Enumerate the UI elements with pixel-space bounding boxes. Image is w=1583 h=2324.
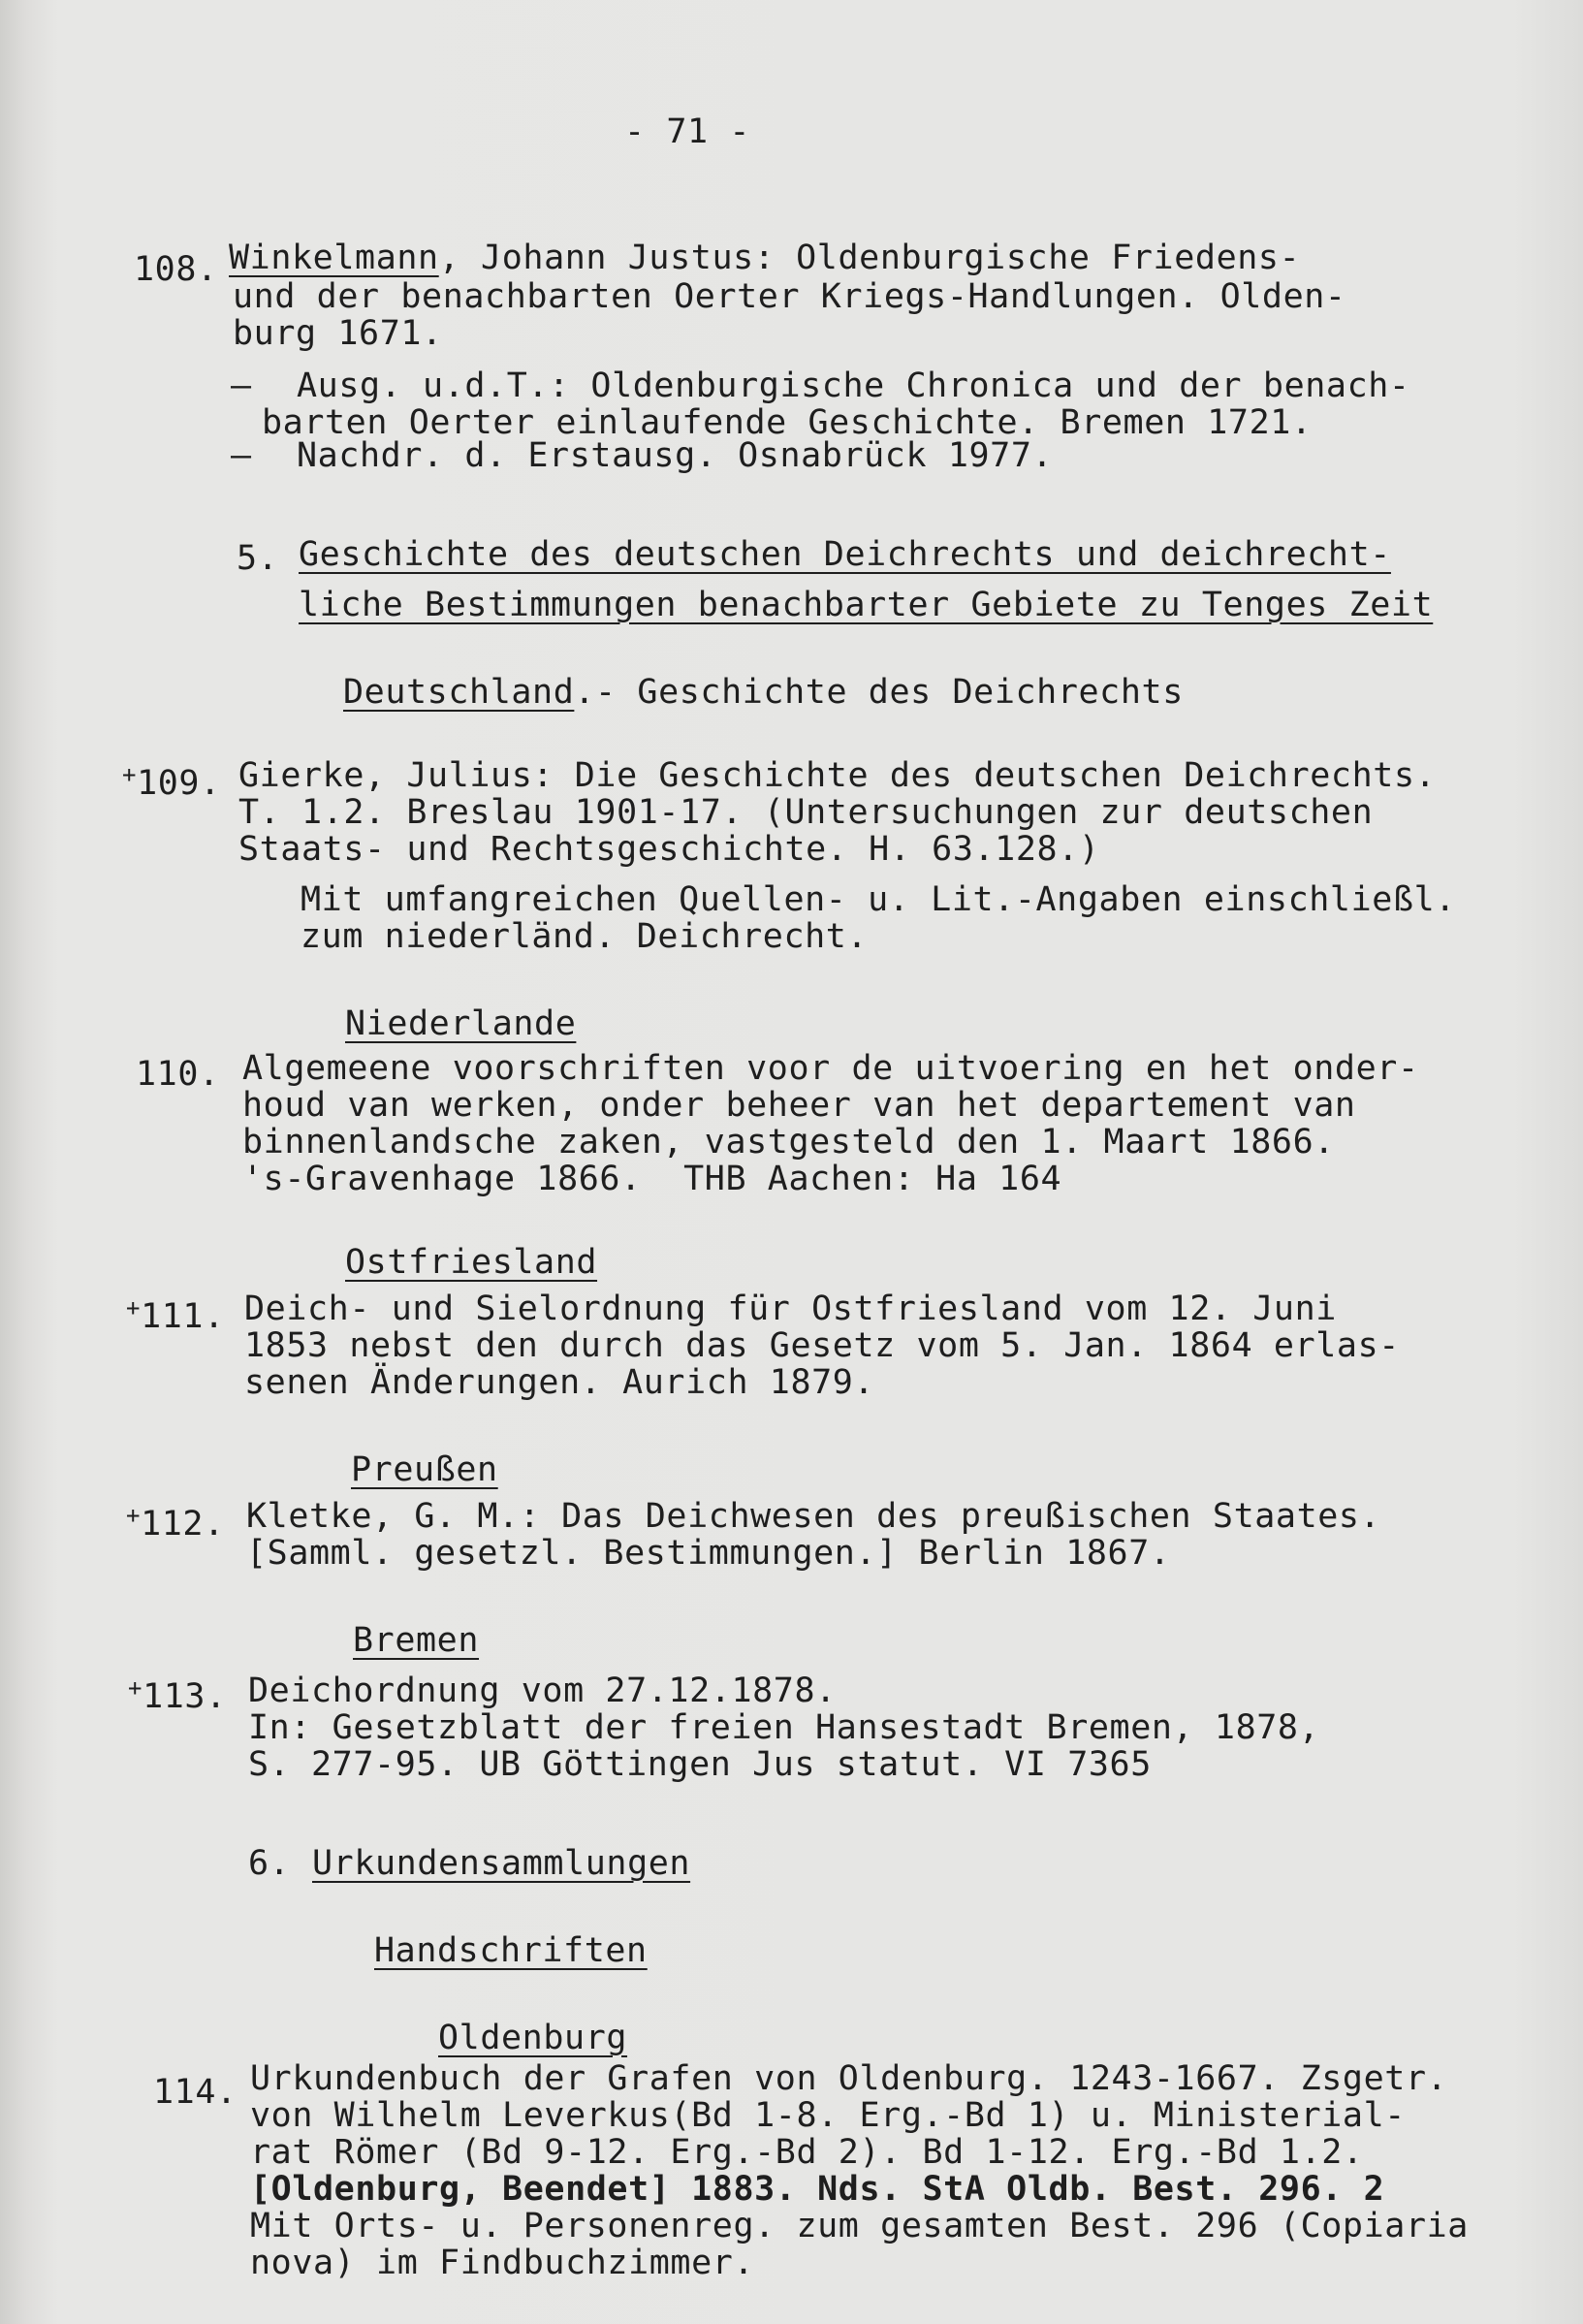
entry-114-line6: nova) im Findbuchzimmer. bbox=[250, 2244, 755, 2282]
entry-110-line4: 's-Gravenhage 1866. THB Aachen: Ha 164 bbox=[242, 1160, 1062, 1198]
entry-108-sub2: Nachdr. d. Erstausg. Osnabrück 1977. bbox=[297, 436, 1054, 475]
entry-114-line2: von Wilhelm Leverkus(Bd 1-8. Erg.-Bd 1) u. Ministerial- bbox=[250, 2096, 1406, 2135]
section-5-title-line2: liche Bestimmungen benachbarter Gebiete zu Tenges Zeit bbox=[299, 586, 1434, 624]
entry-109-line2: T. 1.2. Breslau 1901-17. (Untersuchungen zur deutschen bbox=[238, 793, 1374, 832]
section-6-number: 6. bbox=[248, 1844, 291, 1883]
entry-114-line4: [Oldenburg, Beendet] 1883. Nds. StA Oldb. Best. 296. 2 bbox=[250, 2170, 1385, 2209]
section-5-title-line1: Geschichte des deutschen Deichrechts und deichrecht- bbox=[299, 535, 1391, 574]
entry-109-line3: Staats- und Rechtsgeschichte. H. 63.128.) bbox=[238, 830, 1100, 869]
entry-112-num: 112. bbox=[141, 1505, 225, 1544]
entry-108-dash-1: — bbox=[231, 366, 252, 405]
entry-109-note-line1: Mit umfangreichen Quellen- u. Lit.-Angaben einschließl. bbox=[301, 880, 1456, 919]
entry-108-line1-rest: , Johann Justus: Oldenburgische Friedens- bbox=[438, 239, 1301, 277]
entry-113-number bbox=[128, 1674, 227, 1718]
entry-109-number bbox=[122, 761, 221, 805]
entry-108-number: 108. bbox=[134, 250, 218, 289]
ostfriesland-heading: Ostfriesland bbox=[345, 1243, 598, 1282]
entry-108-sub1-line2: barten Oerter einlaufende Geschichte. Bremen 1721. bbox=[262, 403, 1313, 442]
entry-113-line1: Deichordnung vom 27.12.1878. bbox=[248, 1671, 837, 1710]
entry-114-line5: Mit Orts- u. Personenreg. zum gesamten Best. 296 (Copiaria bbox=[250, 2207, 1469, 2245]
entry-109-plus: + bbox=[122, 761, 138, 788]
entry-111-num: 111. bbox=[141, 1297, 225, 1336]
entry-112-line1: Kletke, G. M.: Das Deichwesen des preußischen Staates. bbox=[246, 1497, 1381, 1536]
oldenburg-heading: Oldenburg bbox=[438, 2019, 628, 2057]
entry-110-number: 110. bbox=[136, 1055, 220, 1094]
entry-114-line1: Urkundenbuch der Grafen von Oldenburg. 1243-1667. Zsgetr. bbox=[250, 2059, 1448, 2098]
entry-108-author: Winkelmann bbox=[229, 239, 439, 277]
entry-108-line3: burg 1671. bbox=[233, 314, 443, 353]
entry-111-number bbox=[126, 1294, 225, 1338]
entry-114-number: 114. bbox=[153, 2073, 237, 2112]
entry-109-line1: Gierke, Julius: Die Geschichte des deutschen Deichrechts. bbox=[238, 756, 1437, 795]
deutschland-heading-line bbox=[343, 675, 1184, 711]
entry-111-line1: Deich- und Sielordnung für Ostfriesland vom 12. Juni bbox=[244, 1289, 1337, 1328]
entry-113-num: 113. bbox=[142, 1677, 227, 1716]
entry-111-plus: + bbox=[126, 1294, 142, 1321]
entry-110-line3: binnenlandsche zaken, vastgesteld den 1. Maart 1866. bbox=[242, 1123, 1335, 1162]
entry-112-line2: [Samml. gesetzl. Bestimmungen.] Berlin 1867. bbox=[246, 1534, 1171, 1573]
entry-108-line1 bbox=[229, 240, 1300, 276]
entry-108-dash-2: — bbox=[231, 436, 252, 475]
niederlande-heading: Niederlande bbox=[345, 1004, 577, 1043]
entry-108-line2: und der benachbarten Oerter Kriegs-Handlungen. Olden- bbox=[233, 277, 1346, 316]
entry-112-plus: + bbox=[126, 1502, 142, 1529]
section-6-title: Urkundensammlungen bbox=[312, 1844, 691, 1883]
entry-111-line2: 1853 nebst den durch das Gesetz vom 5. Jan. 1864 erlas- bbox=[244, 1326, 1400, 1365]
handschriften-heading: Handschriften bbox=[374, 1931, 648, 1970]
entry-110-line1: Algemeene voorschriften voor de uitvoering en het onder- bbox=[242, 1049, 1419, 1088]
deutschland-heading: Deutschland bbox=[343, 673, 575, 712]
entry-113-plus: + bbox=[128, 1674, 143, 1702]
entry-111-line3: senen Änderungen. Aurich 1879. bbox=[244, 1363, 875, 1402]
entry-113-line2: In: Gesetzblatt der freien Hansestadt Bremen, 1878, bbox=[248, 1708, 1320, 1747]
entry-110-line2: houd van werken, onder beheer van het departement van bbox=[242, 1086, 1356, 1125]
preussen-heading: Preußen bbox=[351, 1450, 498, 1489]
deutschland-heading-rest: .- Geschichte des Deichrechts bbox=[574, 673, 1184, 712]
section-5-number: 5. bbox=[237, 539, 279, 578]
entry-114-line3: rat Römer (Bd 9-12. Erg.-Bd 2). Bd 1-12. Erg.-Bd 1.2. bbox=[250, 2133, 1364, 2172]
bremen-heading: Bremen bbox=[353, 1621, 480, 1660]
page-number: - 71 - bbox=[624, 112, 751, 151]
entry-109-note-line2: zum niederländ. Deichrecht. bbox=[301, 917, 869, 956]
entry-108-sub1-line1: Ausg. u.d.T.: Oldenburgische Chronica und der benach- bbox=[297, 366, 1410, 405]
entry-109-num: 109. bbox=[137, 764, 221, 803]
entry-112-number bbox=[126, 1502, 225, 1545]
entry-113-line3: S. 277-95. UB Göttingen Jus statut. VI 7365 bbox=[248, 1745, 1152, 1784]
